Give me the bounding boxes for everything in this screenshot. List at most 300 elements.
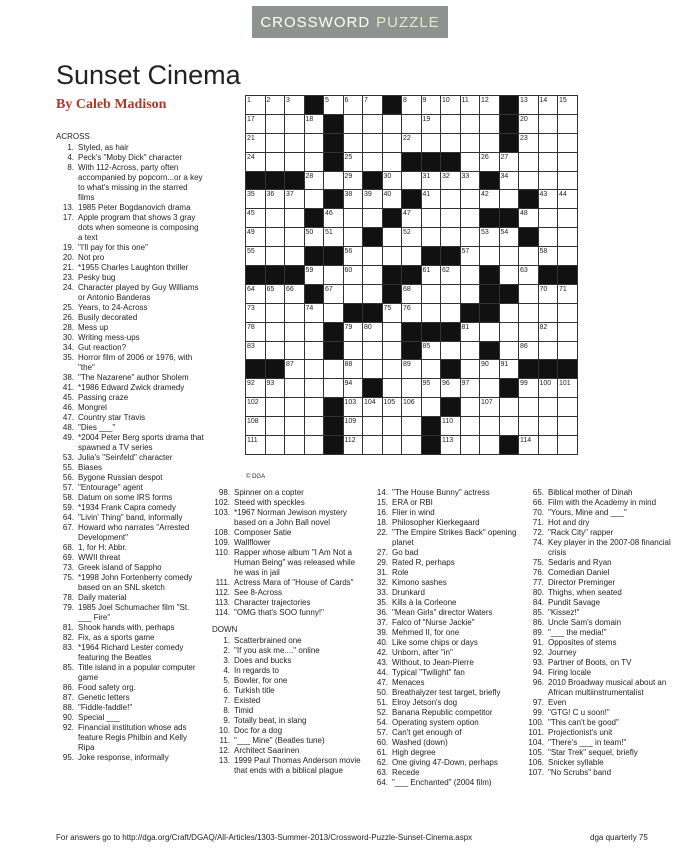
grid-cell[interactable] bbox=[558, 322, 578, 341]
grid-cell[interactable] bbox=[363, 96, 383, 115]
grid-cell[interactable] bbox=[402, 284, 422, 303]
grid-cell[interactable] bbox=[460, 190, 480, 209]
answers-link[interactable]: For answers go to http://dga.org/Craft/DGAQ/All-Articles/1303-Summer-2013/Crossword-Puzzle-Sunset-Cinema.aspx bbox=[56, 833, 473, 842]
grid-cell[interactable] bbox=[499, 171, 519, 190]
grid-cell[interactable] bbox=[363, 133, 383, 152]
clue-column-2 bbox=[212, 488, 362, 776]
grid-cell[interactable] bbox=[460, 360, 480, 379]
grid-cell[interactable] bbox=[363, 322, 383, 341]
grid-cell[interactable] bbox=[343, 436, 363, 455]
grid-cell[interactable] bbox=[382, 114, 402, 133]
grid-cell[interactable] bbox=[460, 152, 480, 171]
grid-cell[interactable] bbox=[285, 379, 305, 398]
grid-cell[interactable] bbox=[480, 322, 500, 341]
grid-cell[interactable] bbox=[285, 209, 305, 228]
grid-cell[interactable] bbox=[265, 114, 285, 133]
grid-cell[interactable] bbox=[265, 190, 285, 209]
clue-text: Spinner on a copter bbox=[234, 488, 304, 497]
grid-cell[interactable] bbox=[519, 114, 539, 133]
grid-cell[interactable] bbox=[538, 171, 558, 190]
grid-cell[interactable] bbox=[304, 379, 324, 398]
grid-cell[interactable] bbox=[538, 436, 558, 455]
grid-cell[interactable] bbox=[558, 171, 578, 190]
grid-cell[interactable] bbox=[441, 266, 461, 285]
grid-cell[interactable] bbox=[480, 360, 500, 379]
clue-item bbox=[56, 573, 204, 593]
grid-cell[interactable] bbox=[304, 398, 324, 417]
grid-cell[interactable] bbox=[421, 190, 441, 209]
grid-cell[interactable] bbox=[265, 209, 285, 228]
grid-cell[interactable] bbox=[382, 133, 402, 152]
grid-cell[interactable] bbox=[441, 209, 461, 228]
clue-text: *2004 Peter Berg sports drama that spawned a TV series bbox=[78, 433, 204, 452]
grid-cell[interactable] bbox=[421, 96, 441, 115]
grid-cell[interactable] bbox=[538, 379, 558, 398]
cell-number: 14 bbox=[539, 97, 548, 104]
grid-cell[interactable] bbox=[324, 96, 344, 115]
grid-block bbox=[441, 360, 461, 379]
grid-cell[interactable] bbox=[421, 209, 441, 228]
grid-cell[interactable] bbox=[343, 133, 363, 152]
grid-cell[interactable] bbox=[285, 133, 305, 152]
grid-cell[interactable] bbox=[285, 247, 305, 266]
grid-cell[interactable] bbox=[460, 341, 480, 360]
grid-cell[interactable] bbox=[324, 171, 344, 190]
grid-cell[interactable] bbox=[304, 228, 324, 247]
clue-item bbox=[526, 748, 684, 758]
clue-text: Snicker syllable bbox=[548, 758, 604, 767]
grid-cell[interactable] bbox=[265, 322, 285, 341]
grid-cell[interactable] bbox=[441, 284, 461, 303]
grid-cell[interactable] bbox=[558, 284, 578, 303]
grid-cell[interactable] bbox=[402, 360, 422, 379]
grid-cell[interactable] bbox=[343, 114, 363, 133]
clue-item bbox=[56, 503, 204, 513]
grid-cell[interactable] bbox=[499, 152, 519, 171]
grid-cell[interactable] bbox=[246, 152, 266, 171]
grid-cell[interactable] bbox=[402, 417, 422, 436]
clue-item bbox=[370, 498, 520, 508]
clue-item bbox=[212, 508, 362, 528]
grid-cell[interactable] bbox=[304, 341, 324, 360]
grid-cell[interactable] bbox=[441, 190, 461, 209]
clue-text: "The House Bunny" actress bbox=[392, 488, 490, 497]
grid-cell[interactable] bbox=[441, 303, 461, 322]
grid-cell[interactable] bbox=[304, 322, 324, 341]
grid-cell[interactable] bbox=[441, 341, 461, 360]
grid-cell[interactable] bbox=[499, 266, 519, 285]
grid-cell[interactable] bbox=[460, 96, 480, 115]
cell-number: 99 bbox=[520, 380, 528, 388]
grid-cell[interactable] bbox=[304, 152, 324, 171]
grid-cell[interactable] bbox=[382, 247, 402, 266]
grid-cell[interactable] bbox=[246, 247, 266, 266]
grid-cell[interactable] bbox=[304, 303, 324, 322]
grid-cell[interactable] bbox=[246, 322, 266, 341]
grid-block bbox=[421, 322, 441, 341]
grid-cell[interactable] bbox=[246, 398, 266, 417]
grid-cell[interactable] bbox=[363, 341, 383, 360]
grid-cell[interactable] bbox=[519, 341, 539, 360]
grid-cell[interactable] bbox=[304, 417, 324, 436]
grid-cell[interactable] bbox=[421, 379, 441, 398]
grid-cell[interactable] bbox=[363, 360, 383, 379]
grid-cell[interactable] bbox=[382, 379, 402, 398]
grid-cell[interactable] bbox=[499, 341, 519, 360]
grid-cell[interactable] bbox=[558, 398, 578, 417]
grid-cell[interactable] bbox=[519, 209, 539, 228]
grid-cell[interactable] bbox=[382, 322, 402, 341]
grid-cell[interactable] bbox=[558, 436, 578, 455]
grid-block bbox=[480, 303, 500, 322]
grid-cell[interactable] bbox=[538, 133, 558, 152]
grid-cell[interactable] bbox=[324, 360, 344, 379]
grid-cell[interactable] bbox=[480, 247, 500, 266]
grid-cell[interactable] bbox=[246, 303, 266, 322]
grid-cell[interactable] bbox=[480, 417, 500, 436]
grid-cell[interactable] bbox=[441, 436, 461, 455]
clue-number: 102. bbox=[214, 498, 230, 507]
grid-block bbox=[382, 96, 402, 115]
grid-cell[interactable] bbox=[246, 190, 266, 209]
grid-cell[interactable] bbox=[324, 284, 344, 303]
grid-row bbox=[246, 360, 578, 379]
grid-cell[interactable] bbox=[402, 247, 422, 266]
clue-item bbox=[212, 726, 362, 736]
grid-cell[interactable] bbox=[402, 96, 422, 115]
clue-item bbox=[56, 563, 204, 573]
grid-cell[interactable] bbox=[421, 133, 441, 152]
grid-cell[interactable] bbox=[538, 96, 558, 115]
grid-cell[interactable] bbox=[402, 209, 422, 228]
grid-cell[interactable] bbox=[519, 436, 539, 455]
grid-cell[interactable] bbox=[499, 398, 519, 417]
grid-cell[interactable] bbox=[519, 96, 539, 115]
grid-cell[interactable] bbox=[402, 133, 422, 152]
grid-cell[interactable] bbox=[460, 114, 480, 133]
grid-cell[interactable] bbox=[363, 436, 383, 455]
grid-cell[interactable] bbox=[246, 96, 266, 115]
crossword-grid[interactable] bbox=[245, 95, 578, 455]
grid-cell[interactable] bbox=[421, 228, 441, 247]
grid-cell[interactable] bbox=[421, 398, 441, 417]
grid-cell[interactable] bbox=[480, 114, 500, 133]
grid-cell[interactable] bbox=[304, 133, 324, 152]
grid-cell[interactable] bbox=[265, 417, 285, 436]
clue-item bbox=[212, 608, 362, 618]
grid-cell[interactable] bbox=[460, 417, 480, 436]
grid-cell[interactable] bbox=[265, 152, 285, 171]
grid-cell[interactable] bbox=[499, 190, 519, 209]
grid-cell[interactable] bbox=[558, 228, 578, 247]
grid-cell[interactable] bbox=[285, 228, 305, 247]
grid-cell[interactable] bbox=[402, 228, 422, 247]
grid-cell[interactable] bbox=[265, 228, 285, 247]
grid-cell[interactable] bbox=[343, 228, 363, 247]
grid-cell[interactable] bbox=[304, 266, 324, 285]
grid-cell[interactable] bbox=[343, 360, 363, 379]
grid-cell[interactable] bbox=[324, 228, 344, 247]
grid-cell[interactable] bbox=[382, 228, 402, 247]
grid-cell[interactable] bbox=[402, 114, 422, 133]
grid-cell[interactable] bbox=[519, 133, 539, 152]
grid-cell[interactable] bbox=[460, 266, 480, 285]
cell-number: 46 bbox=[325, 210, 333, 218]
grid-cell[interactable] bbox=[519, 152, 539, 171]
grid-cell[interactable] bbox=[519, 284, 539, 303]
grid-cell[interactable] bbox=[538, 341, 558, 360]
grid-cell[interactable] bbox=[441, 114, 461, 133]
grid-cell[interactable] bbox=[285, 190, 305, 209]
grid-cell[interactable] bbox=[343, 190, 363, 209]
grid-cell[interactable] bbox=[343, 266, 363, 285]
grid-cell[interactable] bbox=[382, 152, 402, 171]
grid-cell[interactable] bbox=[441, 379, 461, 398]
grid-cell[interactable] bbox=[538, 190, 558, 209]
grid-cell[interactable] bbox=[499, 228, 519, 247]
grid-cell[interactable] bbox=[343, 171, 363, 190]
grid-cell[interactable] bbox=[402, 379, 422, 398]
grid-cell[interactable] bbox=[558, 417, 578, 436]
grid-cell[interactable] bbox=[441, 417, 461, 436]
cell-number: 43 bbox=[539, 191, 548, 199]
grid-cell[interactable] bbox=[285, 398, 305, 417]
grid-cell[interactable] bbox=[421, 360, 441, 379]
grid-cell[interactable] bbox=[538, 417, 558, 436]
grid-cell[interactable] bbox=[285, 341, 305, 360]
grid-cell[interactable] bbox=[343, 379, 363, 398]
grid-cell[interactable] bbox=[538, 322, 558, 341]
grid-cell[interactable] bbox=[460, 284, 480, 303]
grid-cell[interactable] bbox=[421, 171, 441, 190]
grid-cell[interactable] bbox=[441, 228, 461, 247]
grid-cell[interactable] bbox=[499, 417, 519, 436]
grid-cell[interactable] bbox=[363, 398, 383, 417]
grid-cell[interactable] bbox=[265, 341, 285, 360]
grid-cell[interactable] bbox=[499, 360, 519, 379]
grid-cell[interactable] bbox=[343, 247, 363, 266]
grid-cell[interactable] bbox=[285, 114, 305, 133]
grid-cell[interactable] bbox=[304, 436, 324, 455]
grid-cell[interactable] bbox=[304, 360, 324, 379]
grid-cell[interactable] bbox=[460, 398, 480, 417]
grid-cell[interactable] bbox=[246, 114, 266, 133]
grid-cell[interactable] bbox=[363, 114, 383, 133]
grid-cell[interactable] bbox=[519, 247, 539, 266]
grid-cell[interactable] bbox=[538, 303, 558, 322]
grid-cell[interactable] bbox=[363, 266, 383, 285]
grid-cell[interactable] bbox=[382, 341, 402, 360]
grid-cell[interactable] bbox=[285, 417, 305, 436]
grid-cell[interactable] bbox=[441, 133, 461, 152]
grid-cell[interactable] bbox=[304, 114, 324, 133]
grid-cell[interactable] bbox=[460, 379, 480, 398]
grid-cell[interactable] bbox=[519, 303, 539, 322]
grid-cell[interactable] bbox=[265, 436, 285, 455]
grid-cell[interactable] bbox=[382, 436, 402, 455]
grid-cell[interactable] bbox=[246, 284, 266, 303]
grid-cell[interactable] bbox=[402, 436, 422, 455]
grid-cell[interactable] bbox=[480, 152, 500, 171]
grid-cell[interactable] bbox=[246, 209, 266, 228]
grid-cell[interactable] bbox=[382, 360, 402, 379]
clue-number: 92. bbox=[62, 723, 74, 732]
grid-cell[interactable] bbox=[460, 322, 480, 341]
clue-item bbox=[56, 433, 204, 453]
grid-cell[interactable] bbox=[421, 303, 441, 322]
grid-cell[interactable] bbox=[285, 436, 305, 455]
grid-cell[interactable] bbox=[538, 284, 558, 303]
grid-cell[interactable] bbox=[558, 190, 578, 209]
clue-number: 91. bbox=[532, 638, 544, 647]
grid-cell[interactable] bbox=[519, 322, 539, 341]
clue-number: 1. bbox=[223, 636, 230, 645]
clue-item bbox=[526, 758, 684, 768]
grid-cell[interactable] bbox=[402, 171, 422, 190]
grid-cell[interactable] bbox=[324, 209, 344, 228]
grid-cell[interactable] bbox=[558, 303, 578, 322]
grid-cell[interactable] bbox=[421, 114, 441, 133]
grid-cell[interactable] bbox=[343, 417, 363, 436]
grid-cell[interactable] bbox=[343, 284, 363, 303]
grid-cell[interactable] bbox=[480, 190, 500, 209]
grid-cell[interactable] bbox=[265, 133, 285, 152]
grid-cell[interactable] bbox=[538, 247, 558, 266]
grid-cell[interactable] bbox=[519, 266, 539, 285]
grid-cell[interactable] bbox=[480, 398, 500, 417]
clue-item bbox=[56, 253, 204, 263]
grid-cell[interactable] bbox=[382, 417, 402, 436]
grid-cell[interactable] bbox=[558, 114, 578, 133]
grid-cell[interactable] bbox=[343, 96, 363, 115]
grid-cell[interactable] bbox=[285, 96, 305, 115]
grid-cell[interactable] bbox=[480, 228, 500, 247]
grid-cell[interactable] bbox=[558, 96, 578, 115]
grid-cell[interactable] bbox=[460, 171, 480, 190]
grid-cell[interactable] bbox=[538, 152, 558, 171]
grid-cell[interactable] bbox=[285, 322, 305, 341]
grid-cell[interactable] bbox=[363, 247, 383, 266]
grid-cell[interactable] bbox=[246, 417, 266, 436]
grid-cell[interactable] bbox=[519, 171, 539, 190]
grid-cell[interactable] bbox=[246, 379, 266, 398]
clue-text: 1999 Paul Thomas Anderson movie that ends with a biblical plague bbox=[234, 756, 361, 775]
grid-cell[interactable] bbox=[265, 379, 285, 398]
grid-cell[interactable] bbox=[363, 190, 383, 209]
grid-block bbox=[382, 266, 402, 285]
clue-text: Pesky bug bbox=[78, 273, 116, 282]
grid-cell[interactable] bbox=[285, 284, 305, 303]
grid-cell[interactable] bbox=[519, 379, 539, 398]
grid-cell[interactable] bbox=[285, 303, 305, 322]
grid-cell[interactable] bbox=[519, 417, 539, 436]
cell-number: 52 bbox=[403, 229, 411, 237]
grid-cell[interactable] bbox=[363, 209, 383, 228]
grid-cell[interactable] bbox=[460, 436, 480, 455]
grid-cell[interactable] bbox=[265, 247, 285, 266]
grid-cell[interactable] bbox=[382, 171, 402, 190]
grid-cell[interactable] bbox=[460, 209, 480, 228]
grid-cell[interactable] bbox=[499, 322, 519, 341]
grid-cell[interactable] bbox=[324, 379, 344, 398]
grid-cell[interactable] bbox=[421, 341, 441, 360]
grid-cell[interactable] bbox=[480, 379, 500, 398]
grid-cell[interactable] bbox=[538, 114, 558, 133]
grid-cell[interactable] bbox=[265, 96, 285, 115]
grid-cell[interactable] bbox=[519, 398, 539, 417]
grid-cell[interactable] bbox=[324, 266, 344, 285]
grid-cell[interactable] bbox=[460, 133, 480, 152]
grid-cell[interactable] bbox=[382, 303, 402, 322]
grid-cell[interactable] bbox=[343, 209, 363, 228]
grid-cell[interactable] bbox=[558, 247, 578, 266]
grid-cell[interactable] bbox=[382, 190, 402, 209]
grid-cell[interactable] bbox=[265, 398, 285, 417]
grid-cell[interactable] bbox=[499, 247, 519, 266]
cell-number: 61 bbox=[422, 267, 431, 275]
grid-cell[interactable] bbox=[363, 417, 383, 436]
grid-cell[interactable] bbox=[382, 398, 402, 417]
grid-cell[interactable] bbox=[480, 96, 500, 115]
grid-cell[interactable] bbox=[499, 303, 519, 322]
grid-cell[interactable] bbox=[538, 228, 558, 247]
grid-cell[interactable] bbox=[285, 152, 305, 171]
grid-cell[interactable] bbox=[538, 398, 558, 417]
grid-cell[interactable] bbox=[480, 436, 500, 455]
grid-cell[interactable] bbox=[538, 209, 558, 228]
clue-item bbox=[370, 718, 520, 728]
clue-item bbox=[212, 636, 362, 646]
grid-cell[interactable] bbox=[343, 322, 363, 341]
clue-number: 85. bbox=[62, 663, 74, 672]
grid-cell[interactable] bbox=[441, 171, 461, 190]
grid-cell[interactable] bbox=[246, 228, 266, 247]
grid-cell[interactable] bbox=[246, 133, 266, 152]
grid-cell[interactable] bbox=[343, 341, 363, 360]
grid-cell[interactable] bbox=[304, 190, 324, 209]
grid-cell[interactable] bbox=[402, 303, 422, 322]
grid-cell[interactable] bbox=[304, 171, 324, 190]
grid-cell[interactable] bbox=[558, 152, 578, 171]
copyright: © DGA bbox=[246, 474, 266, 480]
grid-cell[interactable] bbox=[343, 398, 363, 417]
grid-cell[interactable] bbox=[265, 303, 285, 322]
grid-cell[interactable] bbox=[246, 436, 266, 455]
grid-cell[interactable] bbox=[421, 266, 441, 285]
grid-cell[interactable] bbox=[324, 303, 344, 322]
grid-cell[interactable] bbox=[363, 284, 383, 303]
grid-cell[interactable] bbox=[246, 341, 266, 360]
grid-cell[interactable] bbox=[363, 152, 383, 171]
grid-cell[interactable] bbox=[402, 398, 422, 417]
clue-text: "Rack City" rapper bbox=[548, 528, 614, 537]
grid-cell[interactable] bbox=[441, 96, 461, 115]
clue-item bbox=[56, 683, 204, 693]
grid-cell[interactable] bbox=[421, 284, 441, 303]
grid-cell[interactable] bbox=[343, 152, 363, 171]
clue-text: Philosopher Kierkegaard bbox=[392, 518, 480, 527]
cell-number: 3 bbox=[286, 97, 290, 104]
grid-cell[interactable] bbox=[285, 360, 305, 379]
grid-cell[interactable] bbox=[460, 247, 480, 266]
grid-cell[interactable] bbox=[558, 379, 578, 398]
grid-cell[interactable] bbox=[558, 133, 578, 152]
grid-cell[interactable] bbox=[558, 209, 578, 228]
grid-cell[interactable] bbox=[480, 133, 500, 152]
grid-cell[interactable] bbox=[265, 284, 285, 303]
grid-cell[interactable] bbox=[558, 341, 578, 360]
grid-cell[interactable] bbox=[460, 228, 480, 247]
